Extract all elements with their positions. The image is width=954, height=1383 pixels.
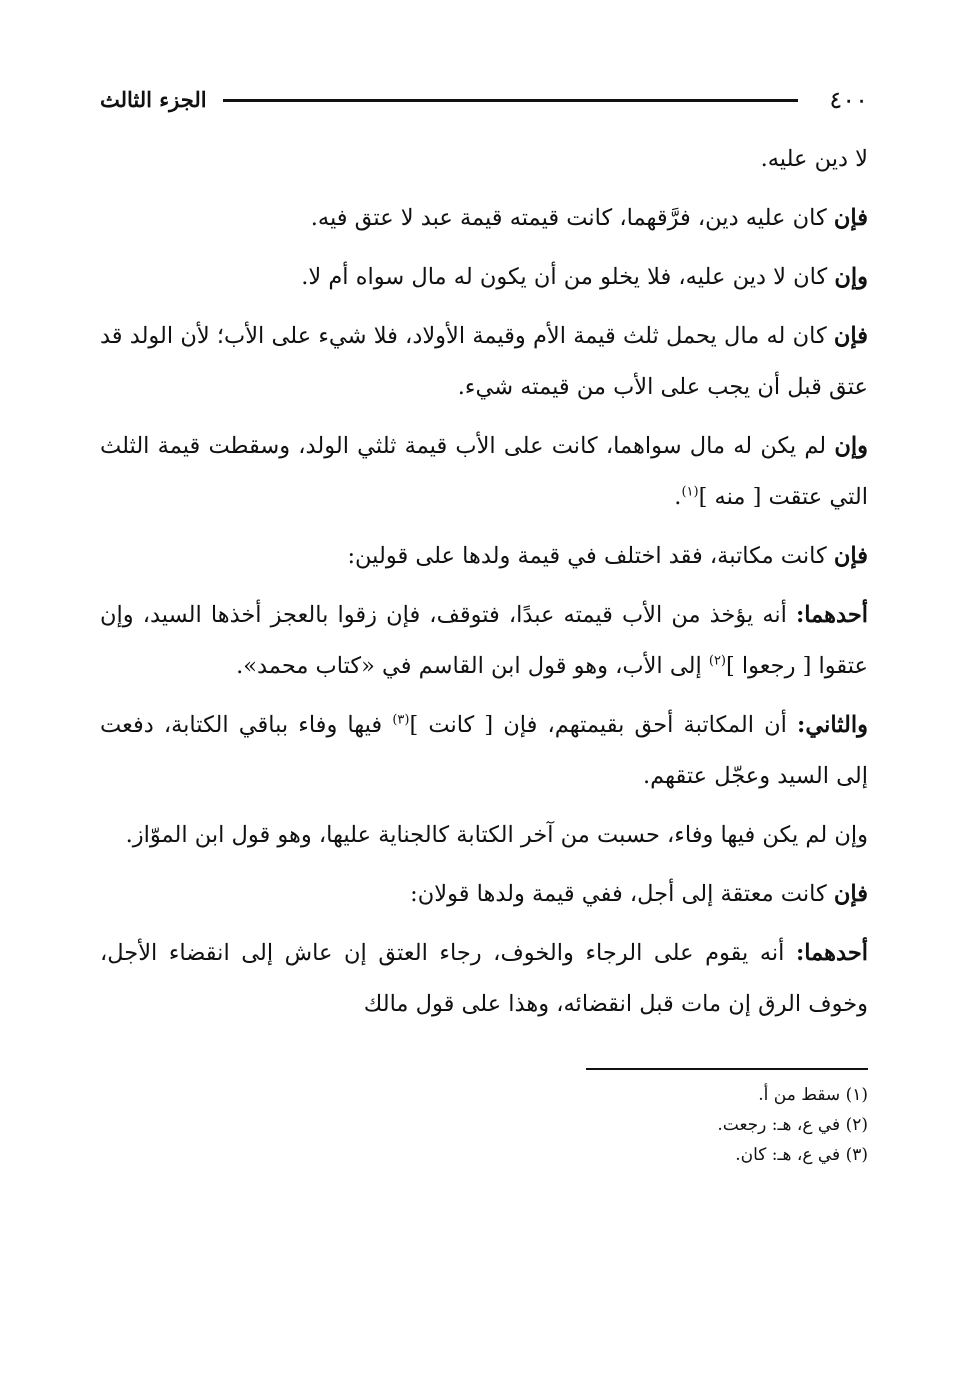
paragraph-text-tail: إلى الأب، وهو قول ابن القاسم في «كتاب محمد». bbox=[236, 653, 709, 679]
paragraph-lead-word: فإن bbox=[833, 543, 868, 569]
paragraph-text: كانت مكاتبة، فقد اختلف في قيمة ولدها على قولين: bbox=[347, 543, 834, 569]
footnotes bbox=[100, 1080, 868, 1170]
paragraph-text: أنه يقوم على الرجاء والخوف، رجاء العتق إن عاش إلى انقضاء الأجل، وخوف الرق إن مات قبل انقضائه، وهذا على قول مالك bbox=[100, 940, 868, 1017]
paragraph-lead-word: فإن bbox=[833, 323, 868, 349]
main-text bbox=[100, 134, 868, 1030]
paragraph-text: لم يكن له مال سواهما، كانت على الأب قيمة ثلثي الولد، وسقطت قيمة الثلث التي عتقت [ منه ] bbox=[100, 433, 868, 510]
header-rule bbox=[223, 99, 798, 102]
paragraph-text: كان له مال يحمل ثلث قيمة الأم وقيمة الأولاد، فلا شيء على الأب؛ لأن الولد قد عتق قبل أن يجب على الأب من قيمته شيء. bbox=[100, 323, 868, 400]
book-page bbox=[100, 80, 868, 1340]
paragraph-lead-word: وإن bbox=[834, 264, 868, 290]
footnote-reference: (١) bbox=[681, 484, 699, 500]
paragraph bbox=[100, 869, 868, 920]
paragraph-lead-word: والثاني: bbox=[797, 712, 868, 738]
paragraph-text: كان لا دين عليه، فلا يخلو من أن يكون له مال سواه أم لا. bbox=[301, 264, 835, 290]
paragraph bbox=[100, 810, 868, 861]
footnote-reference: (٢) bbox=[708, 653, 726, 669]
paragraph-lead-word: أحدهما: bbox=[795, 602, 868, 628]
paragraph-text: كان عليه دين، فرَّقهما، كانت قيمته قيمة عبد لا عتق فيه. bbox=[310, 205, 834, 231]
paragraph-text: أن المكاتبة أحق بقيمتهم، فإن [ كانت ] bbox=[409, 712, 798, 738]
paragraph-lead-word: وإن bbox=[834, 433, 868, 459]
paragraph-text: أنه يؤخذ من الأب قيمته عبدًا، فتوقف، فإن زقوا بالعجز أخذها السيد، وإن عتقوا [ رجعوا ] bbox=[100, 602, 868, 679]
footnote: (١) سقط من أ. bbox=[758, 1085, 868, 1105]
book-part-title: الجزء الثالث bbox=[100, 87, 207, 112]
footnote-separator bbox=[586, 1068, 868, 1070]
paragraph bbox=[100, 134, 868, 185]
paragraph-lead-word: فإن bbox=[833, 205, 868, 231]
paragraph bbox=[100, 421, 868, 523]
paragraph-lead-word: فإن bbox=[833, 881, 868, 907]
paragraph-text: كانت معتقة إلى أجل، ففي قيمة ولدها قولان: bbox=[410, 881, 834, 907]
running-header bbox=[100, 80, 868, 120]
footnote-reference: (٣) bbox=[392, 712, 410, 728]
paragraph bbox=[100, 590, 868, 692]
paragraph-text: وإن لم يكن فيها وفاء، حسبت من آخر الكتابة كالجناية عليها، وهو قول ابن الموّاز. bbox=[125, 822, 868, 848]
paragraph bbox=[100, 193, 868, 244]
paragraph bbox=[100, 311, 868, 413]
paragraph-lead-word: أحدهما: bbox=[795, 940, 868, 966]
paragraph bbox=[100, 531, 868, 582]
paragraph bbox=[100, 252, 868, 303]
page-number: ٤٠٠ bbox=[829, 86, 868, 114]
paragraph-text: لا دين عليه. bbox=[760, 146, 868, 172]
footnote: (٢) في ع، هـ: رجعت. bbox=[717, 1115, 868, 1135]
paragraph-text-tail: . bbox=[674, 484, 682, 510]
paragraph bbox=[100, 928, 868, 1030]
footnote: (٣) في ع، هـ: كان. bbox=[735, 1145, 868, 1165]
paragraph-text-tail: فيها وفاء بباقي الكتابة، دفعت إلى السيد وعجّل عتقهم. bbox=[100, 712, 868, 789]
paragraph bbox=[100, 700, 868, 802]
